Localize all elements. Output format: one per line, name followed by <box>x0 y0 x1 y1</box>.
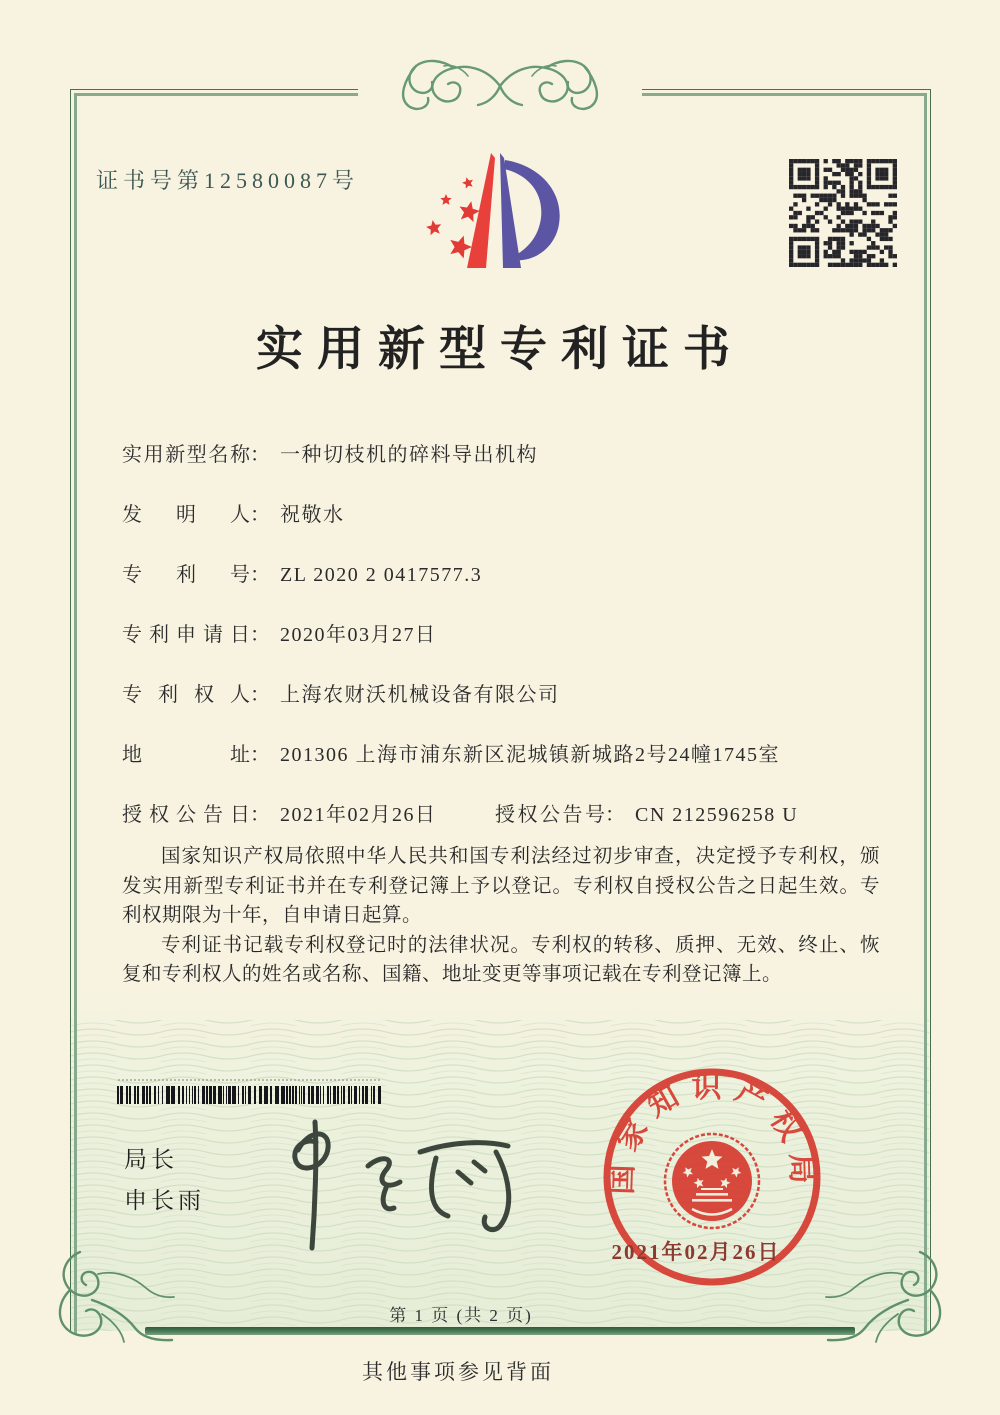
legal-text <box>122 842 880 990</box>
field-label: 授权公告日 <box>122 804 250 826</box>
field-value: 2020年03月27日 <box>280 624 437 646</box>
signer-name: 申长雨 <box>124 1188 205 1213</box>
field-value: 上海农财沃机械设备有限公司 <box>280 684 560 706</box>
field-row-inventor: 发明人： 祝敬水 <box>122 498 884 558</box>
field-value: 一种切枝机的碎料导出机构 <box>280 444 538 466</box>
field-row-address: 地址： 201306 上海市浦东新区泥城镇新城路2号24幢1745室 <box>122 738 884 798</box>
field-value: 祝敬水 <box>280 504 345 526</box>
field-label: 授权公告号 <box>495 804 605 826</box>
field-value: CN 212596258 U <box>635 804 799 826</box>
barcode <box>117 1086 382 1104</box>
certificate-number: 证书号第12580087号 <box>96 168 360 193</box>
cnipa-logo-icon <box>420 146 570 294</box>
field-value: 2021年02月26日 <box>280 804 437 826</box>
signer-title: 局长 <box>124 1147 178 1172</box>
footer-note: 其他事项参见背面 <box>362 1360 554 1384</box>
page-title: 实用新型专利证书 <box>256 324 744 376</box>
field-grant-number: 授权公告号： CN 212596258 U <box>495 798 798 827</box>
field-row-name: 实用新型名称： 一种切枝机的碎料导出机构 <box>122 438 884 498</box>
signature-icon <box>268 1116 518 1256</box>
field-row-filing-date: 专利申请日： 2020年03月27日 <box>122 618 884 678</box>
national-emblem-icon <box>665 1134 759 1228</box>
signer-block <box>124 1148 205 1230</box>
field-value: ZL 2020 2 0417577.3 <box>280 564 483 586</box>
seal-text: 国家知识产权局 <box>605 1070 819 1196</box>
field-label: 专利申请日 <box>122 624 250 646</box>
microtext-line <box>118 1079 380 1081</box>
field-label: 专利号 <box>122 564 250 586</box>
seal-date: 2021年02月26日 <box>611 1240 781 1264</box>
field-value: 201306 上海市浦东新区泥城镇新城路2号24幢1745室 <box>280 744 780 766</box>
field-list <box>122 438 884 858</box>
field-label: 专利权人 <box>122 684 250 706</box>
field-row-patentee: 专利权人： 上海农财沃机械设备有限公司 <box>122 678 884 738</box>
page-number: 第 1 页 (共 2 页) <box>389 1306 533 1325</box>
field-row-grant-date: 授权公告日： 2021年02月26日 授权公告号： CN 212596258 U <box>122 798 884 858</box>
field-row-patent-no: 专利号： ZL 2020 2 0417577.3 <box>122 558 884 618</box>
field-label: 地址 <box>122 744 250 766</box>
paragraph: 专利证书记载专利权登记时的法律状况。专利权的转移、质押、无效、终止、恢复和专利权人的姓名或名称、国籍、地址变更等事项记载在专利登记簿上。 <box>122 934 880 985</box>
qr-code <box>789 159 897 267</box>
paragraph: 国家知识产权局依照中华人民共和国专利法经过初步审查，决定授予专利权，颁发实用新型专利证书并在专利登记簿上予以登记。专利权自授权公告之日起生效。专利权期限为十年，自申请日起算。 <box>122 846 880 926</box>
bottom-border-rule <box>145 1327 855 1335</box>
field-label: 发明人 <box>122 504 250 526</box>
top-flourish-icon <box>350 50 650 114</box>
field-label: 实用新型名称 <box>122 444 250 466</box>
